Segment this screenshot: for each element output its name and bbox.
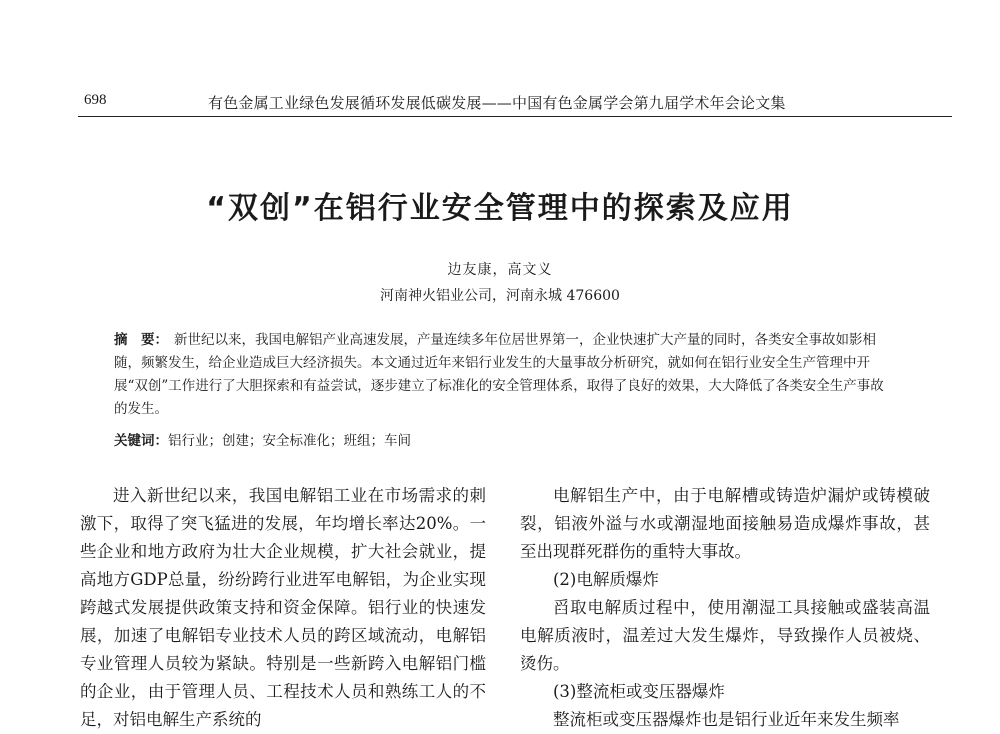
- abstract-label: 摘 要：: [114, 332, 168, 348]
- keywords: [114, 430, 892, 453]
- body-right-column: [520, 482, 930, 734]
- section-subheading: (3)整流柜或变压器爆炸: [553, 682, 725, 701]
- body-paragraph: 舀取电解质过程中，使用潮湿工具接触或盛装高温电解质液时，温差过大发生爆炸，导致操作人员被烧、烫伤。: [520, 598, 930, 673]
- body-paragraph: 电解铝生产中，由于电解槽或铸造炉漏炉或铸模破裂，铝液外溢与水或潮湿地面接触易造成爆炸事故，甚至出现群死群伤的重特大事故。: [520, 486, 930, 561]
- body-paragraph: 整流柜或变压器爆炸也是铝行业近年来发生频率: [553, 710, 900, 729]
- page-number: 698: [84, 92, 107, 108]
- abstract-text: 新世纪以来，我国电解铝产业高速发展，产量连续多年位居世界第一，企业快速扩大产量的同时，各类安全事故如影相随，频繁发生，给企业造成巨大经济损失。本文通过近年来铝行业发生的大量事故分析研究，就如何在铝行业安全生产管理中开展“双创”工作进行了大胆探索和有益尝试，逐步建立了标准化的安全管理体系，取得了良好的效果，大大降低了各类安全生产事故的发生。: [114, 332, 884, 417]
- article-title: “双创”在铝行业安全管理中的探索及应用: [206, 191, 794, 226]
- article-authors: 边友康，高文义: [447, 262, 553, 278]
- section-subheading: (2)电解质爆炸: [553, 570, 659, 589]
- running-header: [78, 90, 952, 117]
- article-affiliation: 河南神火铝业公司，河南永城 476600: [380, 288, 620, 304]
- body-left-column: [80, 482, 486, 734]
- running-title: 有色金属工业绿色发展循环发展低碳发展——中国有色金属学会第九届学术年会论文集: [208, 94, 786, 112]
- keywords-label: 关键词：: [114, 433, 168, 449]
- body-paragraph: 进入新世纪以来，我国电解铝工业在市场需求的刺激下，取得了突飞猛进的发展，年均增长率达20%。一些企业和地方政府为壮大企业规模，扩大社会就业，提高地方GDP总量，纷纷跨行业进军电解铝，为企业实现跨越式发展提供政策支持和资金保障。铝行业的快速发展，加速了电解铝专业技术人员的跨区域流动，电解铝专业管理人员较为紧缺。特别是一些新跨入电解铝门槛的企业，由于管理人员、工程技术人员和熟练工人的不足，对铝电解生产系统的: [80, 486, 486, 729]
- keywords-text: 铝行业；创建；安全标准化；班组；车间: [168, 433, 411, 449]
- abstract: [114, 329, 892, 421]
